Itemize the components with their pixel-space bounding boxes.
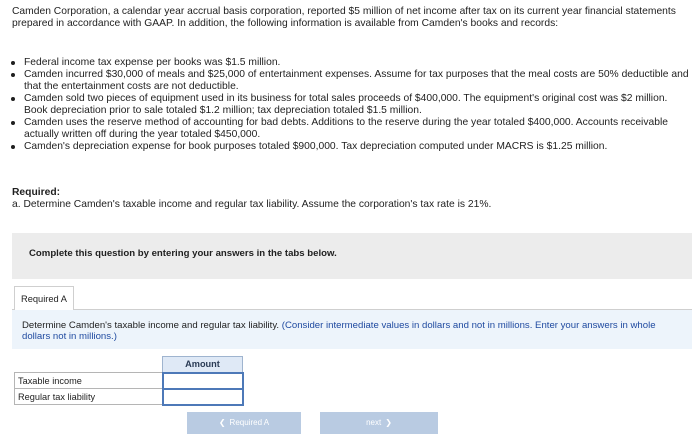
table-row xyxy=(15,373,243,389)
answer-header-blank xyxy=(15,357,163,373)
tab-label: Required A xyxy=(21,293,67,304)
instruction-text: Complete this question by entering your answers in the tabs below. xyxy=(29,248,337,259)
next-button-label: next xyxy=(366,418,382,427)
panel-note: (Consider intermediate values in dollars and not in millions. Enter your answers in whole dollars not in millions.) xyxy=(22,320,656,342)
fact-text: Federal income tax expense per books was $1.5 million. xyxy=(24,57,281,68)
next-button[interactable] xyxy=(320,412,438,434)
fact-text: Camden sold two pieces of equipment used in its business for total sales proceeds of $400,000. The equipment's original cost was $2 million. Book depreciation prior to sale totaled $1.2 million; tax depreciation totaled $1.5 million. xyxy=(24,93,668,116)
taxable-income-label: Taxable income xyxy=(15,373,163,389)
prev-button[interactable] xyxy=(187,412,301,434)
question-panel xyxy=(12,309,692,349)
panel-prompt xyxy=(22,320,672,342)
fact-item xyxy=(8,141,692,153)
bullet-icon xyxy=(11,61,15,65)
taxable-income-input[interactable] xyxy=(164,374,242,388)
answer-table xyxy=(14,356,244,406)
prev-button-label: Required A xyxy=(229,418,270,427)
bullet-icon xyxy=(11,73,15,77)
taxable-income-cell xyxy=(163,373,243,389)
fact-text: Camden's depreciation expense for book purposes totaled $900,000. Tax depreciation computed under MACRS is $1.25 million. xyxy=(24,141,608,152)
fact-item xyxy=(8,69,692,93)
fact-item xyxy=(8,57,692,69)
fact-item xyxy=(8,93,692,117)
required-heading: Required: xyxy=(12,187,61,198)
regular-tax-liability-cell xyxy=(163,389,243,405)
bullet-icon xyxy=(11,145,15,149)
question-intro: Camden Corporation, a calendar year accrual basis corporation, reported $5 million of net income after tax on its current year financial statements prepared in accordance with GAAP. In addition, the following information is available from Camden's books and records: xyxy=(12,6,676,29)
chevron-right-icon: ❯ xyxy=(385,418,392,427)
instruction-banner xyxy=(12,233,692,279)
chevron-left-icon: ❮ xyxy=(218,418,226,427)
regular-tax-liability-label: Regular tax liability xyxy=(15,389,163,405)
amount-column-header: Amount xyxy=(163,357,243,373)
fact-text: Camden uses the reserve method of accounting for bad debts. Additions to the reserve during the year totaled $400,000. Accounts receivable actually written off during the year totaled $450,000. xyxy=(24,117,668,140)
panel-prompt-text: Determine Camden's taxable income and regular tax liability. xyxy=(22,320,280,331)
bullet-icon xyxy=(11,97,15,101)
required-a-text: a. Determine Camden's taxable income and regular tax liability. Assume the corporation's tax rate is 21%. xyxy=(12,199,492,210)
fact-item xyxy=(8,117,692,141)
bullet-icon xyxy=(11,121,15,125)
fact-list xyxy=(8,57,692,153)
regular-tax-liability-input[interactable] xyxy=(164,390,242,404)
fact-text: Camden incurred $30,000 of meals and $25,000 of entertainment expenses. Assume for tax purposes that the meal costs are 50% deductible and that the entertainment costs are not deductible. xyxy=(24,69,689,92)
answer-header-row xyxy=(15,357,243,373)
table-row xyxy=(15,389,243,405)
tab-required-a[interactable] xyxy=(14,286,74,310)
